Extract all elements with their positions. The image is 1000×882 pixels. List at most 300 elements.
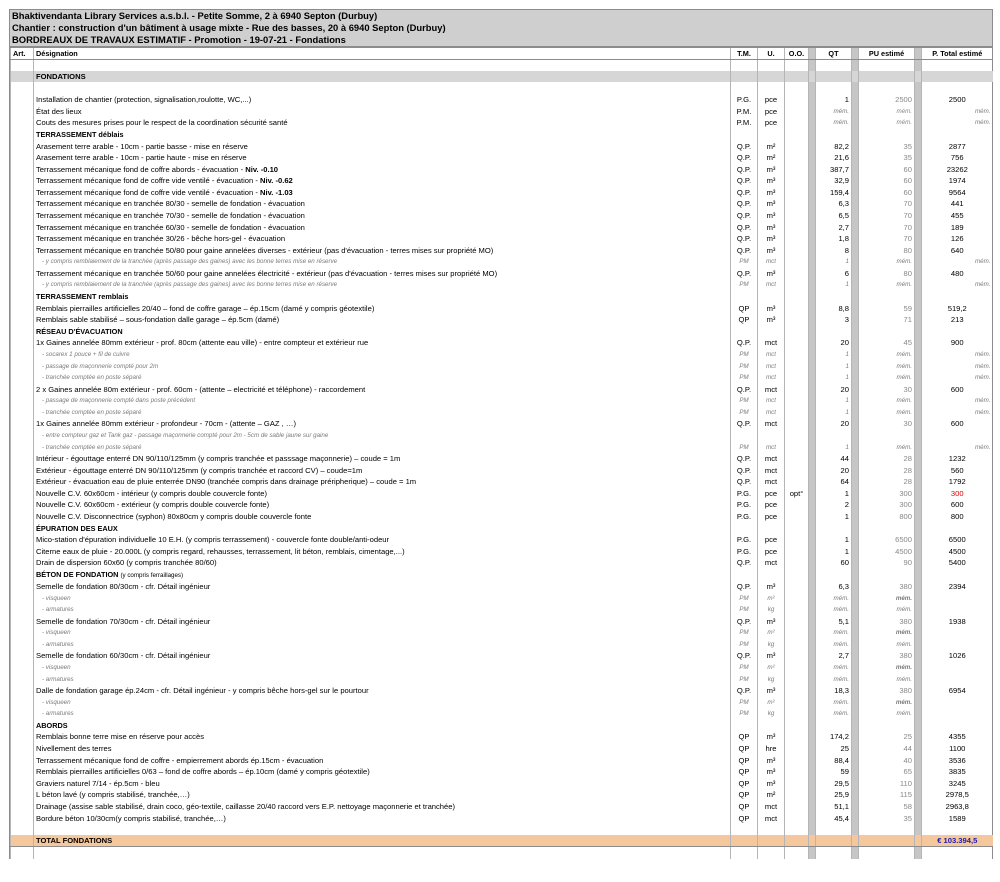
column-separator bbox=[915, 268, 922, 280]
pu-cell: 60 bbox=[859, 175, 915, 187]
column-separator bbox=[809, 488, 816, 500]
column-separator bbox=[915, 117, 922, 129]
oo-cell bbox=[785, 499, 809, 511]
oo-cell bbox=[785, 256, 809, 268]
oo-cell bbox=[785, 395, 809, 407]
column-separator bbox=[809, 106, 816, 118]
oo-cell bbox=[785, 777, 809, 789]
tm-cell: P.G. bbox=[731, 546, 758, 558]
u-cell: m³ bbox=[758, 210, 785, 222]
tm-cell: PM bbox=[731, 696, 758, 708]
tm-cell: QP bbox=[731, 754, 758, 766]
col-u: U. bbox=[758, 47, 785, 59]
tm-cell bbox=[731, 59, 758, 71]
column-separator bbox=[809, 268, 816, 280]
ptotal-cell: 4355 bbox=[922, 731, 993, 743]
qt-cell: 59 bbox=[816, 766, 852, 778]
column-separator bbox=[852, 662, 859, 674]
art-cell bbox=[11, 522, 34, 534]
tm-cell: PM bbox=[731, 256, 758, 268]
tm-cell: Q.P. bbox=[731, 198, 758, 210]
column-separator bbox=[852, 395, 859, 407]
u-cell: mct bbox=[758, 476, 785, 488]
note-row bbox=[11, 627, 993, 639]
tm-cell bbox=[731, 430, 758, 442]
art-cell bbox=[11, 708, 34, 720]
u-cell: m³ bbox=[758, 766, 785, 778]
column-separator bbox=[809, 256, 816, 268]
designation-cell: Terrassement mécanique en tranchée 30/26 - bêche hors-gel - évacuation bbox=[34, 233, 731, 245]
col-oo: O.O. bbox=[785, 47, 809, 59]
pu-cell: mém. bbox=[859, 117, 915, 129]
pu-cell: 70 bbox=[859, 198, 915, 210]
qt-cell: 1 bbox=[816, 534, 852, 546]
tm-cell: Q.P. bbox=[731, 685, 758, 697]
tm-cell: Q.P. bbox=[731, 650, 758, 662]
art-cell bbox=[11, 604, 34, 616]
ptotal-cell bbox=[922, 720, 993, 732]
column-separator bbox=[915, 650, 922, 662]
designation-cell: Remblais sable stabilisé – sous-fondation dalle garage – ép.5cm (damé) bbox=[34, 314, 731, 326]
u-cell: m³ bbox=[758, 731, 785, 743]
art-cell bbox=[11, 314, 34, 326]
oo-cell bbox=[785, 720, 809, 732]
column-separator bbox=[809, 71, 816, 83]
level-value: Niv. -0.62 bbox=[260, 176, 293, 186]
oo-cell bbox=[785, 163, 809, 175]
oo-cell bbox=[785, 615, 809, 627]
column-separator bbox=[915, 360, 922, 372]
tm-cell: QP bbox=[731, 789, 758, 801]
line-item-row bbox=[11, 268, 993, 280]
u-cell: m³ bbox=[758, 268, 785, 280]
tm-cell: Q.P. bbox=[731, 337, 758, 349]
qt-cell: 1 bbox=[816, 395, 852, 407]
pu-cell: 65 bbox=[859, 766, 915, 778]
ptotal-cell: 2978,5 bbox=[922, 789, 993, 801]
u-cell bbox=[758, 824, 785, 836]
column-separator bbox=[915, 639, 922, 651]
note-row bbox=[11, 407, 993, 419]
qt-cell: 1 bbox=[816, 256, 852, 268]
oo-cell bbox=[785, 117, 809, 129]
line-item-row bbox=[11, 557, 993, 569]
ptotal-cell bbox=[922, 604, 993, 616]
column-separator bbox=[915, 233, 922, 245]
column-separator bbox=[852, 754, 859, 766]
pu-cell: 70 bbox=[859, 210, 915, 222]
oo-cell bbox=[785, 453, 809, 465]
column-separator bbox=[852, 685, 859, 697]
column-separator bbox=[915, 662, 922, 674]
tm-cell: Q.P. bbox=[731, 140, 758, 152]
art-cell bbox=[11, 453, 34, 465]
designation-cell: Semelle de fondation 60/30cm - cfr. Détail ingénieur bbox=[34, 650, 731, 662]
column-separator bbox=[852, 673, 859, 685]
column-separator bbox=[915, 743, 922, 755]
ptotal-cell: mém. bbox=[922, 256, 993, 268]
oo-cell bbox=[785, 233, 809, 245]
qt-cell: mém. bbox=[816, 117, 852, 129]
pu-cell bbox=[859, 720, 915, 732]
ptotal-cell: 1232 bbox=[922, 453, 993, 465]
qt-cell: mém. bbox=[816, 639, 852, 651]
pu-cell: mém. bbox=[859, 639, 915, 651]
qt-cell bbox=[816, 129, 852, 141]
column-separator bbox=[852, 731, 859, 743]
art-cell bbox=[11, 488, 34, 500]
u-cell: mct bbox=[758, 453, 785, 465]
pu-cell: 380 bbox=[859, 685, 915, 697]
column-separator bbox=[852, 453, 859, 465]
qt-cell: 159,4 bbox=[816, 187, 852, 199]
pu-cell: 2500 bbox=[859, 94, 915, 106]
pu-cell: 58 bbox=[859, 801, 915, 813]
ptotal-cell: mém. bbox=[922, 106, 993, 118]
column-separator bbox=[852, 696, 859, 708]
column-separator bbox=[809, 163, 816, 175]
column-separator bbox=[809, 847, 816, 859]
col-pu: PU estimé bbox=[859, 47, 915, 59]
pu-cell bbox=[859, 569, 915, 581]
spacer-row bbox=[11, 824, 993, 836]
pu-cell bbox=[859, 835, 915, 847]
pu-cell: 25 bbox=[859, 731, 915, 743]
art-cell bbox=[11, 106, 34, 118]
note-row bbox=[11, 592, 993, 604]
note-row bbox=[11, 360, 993, 372]
column-separator bbox=[852, 847, 859, 859]
u-cell: m³ bbox=[758, 685, 785, 697]
column-separator bbox=[915, 372, 922, 384]
column-separator bbox=[852, 360, 859, 372]
designation-cell: ABORDS bbox=[34, 720, 731, 732]
pu-cell: 80 bbox=[859, 268, 915, 280]
note-row bbox=[11, 673, 993, 685]
art-cell bbox=[11, 581, 34, 593]
column-separator bbox=[809, 731, 816, 743]
pu-cell: 59 bbox=[859, 302, 915, 314]
oo-cell bbox=[785, 511, 809, 523]
oo-cell bbox=[785, 546, 809, 558]
qt-cell bbox=[816, 326, 852, 338]
pu-cell bbox=[859, 847, 915, 859]
column-separator bbox=[915, 708, 922, 720]
note-row bbox=[11, 662, 993, 674]
column-separator bbox=[852, 337, 859, 349]
column-separator bbox=[852, 198, 859, 210]
qt-cell: mém. bbox=[816, 696, 852, 708]
column-separator bbox=[809, 140, 816, 152]
oo-cell bbox=[785, 847, 809, 859]
column-separator bbox=[852, 244, 859, 256]
column-separator bbox=[809, 383, 816, 395]
art-cell bbox=[11, 476, 34, 488]
u-cell: mct bbox=[758, 418, 785, 430]
column-separator bbox=[915, 801, 922, 813]
column-separator bbox=[852, 372, 859, 384]
oo-cell bbox=[785, 627, 809, 639]
column-separator bbox=[852, 418, 859, 430]
oo-cell bbox=[785, 418, 809, 430]
ptotal-cell: mém. bbox=[922, 349, 993, 361]
oo-cell bbox=[785, 94, 809, 106]
art-cell bbox=[11, 221, 34, 233]
column-separator bbox=[915, 696, 922, 708]
oo-cell bbox=[785, 337, 809, 349]
oo-cell bbox=[785, 604, 809, 616]
designation-cell: - visqueen bbox=[34, 662, 731, 674]
column-separator bbox=[809, 407, 816, 419]
qt-cell: 6,3 bbox=[816, 581, 852, 593]
pu-cell: 70 bbox=[859, 233, 915, 245]
line-item-row bbox=[11, 383, 993, 395]
ptotal-cell: 126 bbox=[922, 233, 993, 245]
pu-cell: mém. bbox=[859, 708, 915, 720]
oo-cell bbox=[785, 349, 809, 361]
u-cell: mct bbox=[758, 441, 785, 453]
subsection-row bbox=[11, 522, 993, 534]
oo-cell bbox=[785, 291, 809, 303]
column-separator bbox=[915, 326, 922, 338]
u-cell: m³ bbox=[758, 777, 785, 789]
ptotal-cell bbox=[922, 592, 993, 604]
art-cell bbox=[11, 175, 34, 187]
oo-cell bbox=[785, 140, 809, 152]
u-cell: kg bbox=[758, 673, 785, 685]
pu-cell: 28 bbox=[859, 464, 915, 476]
column-separator bbox=[852, 210, 859, 222]
ptotal-cell: 640 bbox=[922, 244, 993, 256]
art-cell bbox=[11, 534, 34, 546]
column-separator bbox=[852, 639, 859, 651]
ptotal-cell bbox=[922, 82, 993, 94]
tm-cell: PM bbox=[731, 349, 758, 361]
line-item-row bbox=[11, 650, 993, 662]
qt-cell: 29,5 bbox=[816, 777, 852, 789]
column-separator bbox=[852, 581, 859, 593]
ptotal-cell: 3536 bbox=[922, 754, 993, 766]
designation-cell: Drain de dispersion 60x60 (y compris tranchée 80/60) bbox=[34, 557, 731, 569]
designation-cell: Nouvelle C.V. Disconnectrice (syphon) 80x80cm y compris double couvercle fonte bbox=[34, 511, 731, 523]
tm-cell: Q.P. bbox=[731, 233, 758, 245]
column-separator bbox=[809, 47, 816, 59]
column-separator bbox=[915, 453, 922, 465]
tm-cell: P.M. bbox=[731, 117, 758, 129]
level-value: Niv. -1.03 bbox=[260, 187, 293, 197]
subsection-row bbox=[11, 129, 993, 141]
u-cell: m³ bbox=[758, 650, 785, 662]
oo-cell bbox=[785, 407, 809, 419]
tm-cell: Q.P. bbox=[731, 175, 758, 187]
column-separator bbox=[852, 326, 859, 338]
column-separator bbox=[852, 106, 859, 118]
column-separator bbox=[915, 395, 922, 407]
pu-cell: mém. bbox=[859, 407, 915, 419]
column-separator bbox=[809, 720, 816, 732]
note-row bbox=[11, 696, 993, 708]
ptotal-cell: 6954 bbox=[922, 685, 993, 697]
pu-cell bbox=[859, 326, 915, 338]
oo-cell bbox=[785, 673, 809, 685]
ptotal-cell bbox=[922, 639, 993, 651]
qt-cell: 1 bbox=[816, 546, 852, 558]
art-cell bbox=[11, 349, 34, 361]
pu-cell bbox=[859, 291, 915, 303]
u-cell: mct bbox=[758, 372, 785, 384]
oo-cell bbox=[785, 152, 809, 164]
note-row bbox=[11, 430, 993, 442]
u-cell: m² bbox=[758, 152, 785, 164]
art-cell bbox=[11, 557, 34, 569]
u-cell: mct bbox=[758, 383, 785, 395]
column-separator bbox=[915, 464, 922, 476]
u-cell bbox=[758, 59, 785, 71]
art-cell bbox=[11, 511, 34, 523]
column-separator bbox=[852, 766, 859, 778]
ptotal-cell bbox=[922, 522, 993, 534]
ptotal-cell: 600 bbox=[922, 499, 993, 511]
column-separator bbox=[809, 187, 816, 199]
u-cell: pce bbox=[758, 488, 785, 500]
qt-cell: 2 bbox=[816, 499, 852, 511]
art-cell bbox=[11, 615, 34, 627]
u-cell: pce bbox=[758, 511, 785, 523]
oo-cell bbox=[785, 731, 809, 743]
ptotal-cell: 2877 bbox=[922, 140, 993, 152]
tm-cell bbox=[731, 71, 758, 83]
ptotal-cell: mém. bbox=[922, 360, 993, 372]
column-separator bbox=[915, 720, 922, 732]
column-separator bbox=[809, 557, 816, 569]
column-separator bbox=[809, 789, 816, 801]
column-separator bbox=[852, 522, 859, 534]
column-separator bbox=[809, 233, 816, 245]
line-item-row bbox=[11, 766, 993, 778]
qt-cell: 1 bbox=[816, 94, 852, 106]
oo-cell bbox=[785, 581, 809, 593]
u-cell: pce bbox=[758, 106, 785, 118]
tm-cell: Q.P. bbox=[731, 163, 758, 175]
note-row bbox=[11, 279, 993, 291]
line-item-row bbox=[11, 581, 993, 593]
tm-cell bbox=[731, 291, 758, 303]
designation-cell: - tranchée comptée en poste séparé bbox=[34, 372, 731, 384]
art-cell bbox=[11, 383, 34, 395]
column-separator bbox=[915, 627, 922, 639]
oo-cell bbox=[785, 71, 809, 83]
designation-cell: - passage de maçonnerie compté dans poste précédent bbox=[34, 395, 731, 407]
column-separator bbox=[915, 59, 922, 71]
line-item-row bbox=[11, 233, 993, 245]
pu-cell: 380 bbox=[859, 581, 915, 593]
ptotal-cell: 300 bbox=[922, 488, 993, 500]
art-cell bbox=[11, 685, 34, 697]
column-separator bbox=[809, 662, 816, 674]
oo-cell bbox=[785, 522, 809, 534]
tm-cell: P.G. bbox=[731, 534, 758, 546]
designation-cell: Remblais bonne terre mise en réserve pour accès bbox=[34, 731, 731, 743]
ptotal-cell: 1589 bbox=[922, 812, 993, 824]
designation-cell: - armatures bbox=[34, 604, 731, 616]
art-cell bbox=[11, 650, 34, 662]
tm-cell: PM bbox=[731, 639, 758, 651]
pu-cell: 4500 bbox=[859, 546, 915, 558]
tm-cell: PM bbox=[731, 441, 758, 453]
qt-cell: mém. bbox=[816, 662, 852, 674]
column-separator bbox=[915, 557, 922, 569]
column-separator bbox=[809, 302, 816, 314]
column-separator bbox=[852, 824, 859, 836]
column-separator bbox=[852, 71, 859, 83]
ptotal-cell: mém. bbox=[922, 117, 993, 129]
section-row bbox=[11, 71, 993, 83]
art-cell bbox=[11, 824, 34, 836]
line-item-row bbox=[11, 187, 993, 199]
pu-cell: mém. bbox=[859, 662, 915, 674]
qt-cell bbox=[816, 291, 852, 303]
column-separator bbox=[809, 835, 816, 847]
column-separator bbox=[915, 291, 922, 303]
column-separator bbox=[809, 522, 816, 534]
line-item-row bbox=[11, 534, 993, 546]
column-separator bbox=[852, 314, 859, 326]
column-separator bbox=[852, 743, 859, 755]
line-item-row bbox=[11, 754, 993, 766]
column-separator bbox=[852, 291, 859, 303]
oo-cell bbox=[785, 221, 809, 233]
pu-cell: mém. bbox=[859, 360, 915, 372]
art-cell bbox=[11, 244, 34, 256]
oo-cell bbox=[785, 441, 809, 453]
u-cell: kg bbox=[758, 708, 785, 720]
column-separator bbox=[809, 546, 816, 558]
column-separator bbox=[809, 743, 816, 755]
u-cell: kg bbox=[758, 639, 785, 651]
column-separator bbox=[852, 94, 859, 106]
ptotal-cell bbox=[922, 662, 993, 674]
column-separator bbox=[809, 476, 816, 488]
column-separator bbox=[809, 94, 816, 106]
qt-cell bbox=[816, 430, 852, 442]
column-separator bbox=[852, 175, 859, 187]
designation-cell: - armatures bbox=[34, 639, 731, 651]
ptotal-cell: mém. bbox=[922, 372, 993, 384]
u-cell bbox=[758, 847, 785, 859]
tm-cell: Q.P. bbox=[731, 152, 758, 164]
pu-cell: 110 bbox=[859, 777, 915, 789]
pu-cell: 35 bbox=[859, 140, 915, 152]
section-title: FONDATIONS bbox=[34, 71, 731, 83]
pu-cell: mém. bbox=[859, 696, 915, 708]
ptotal-cell: 800 bbox=[922, 511, 993, 523]
column-separator bbox=[852, 488, 859, 500]
qt-cell: 64 bbox=[816, 476, 852, 488]
art-cell bbox=[11, 233, 34, 245]
pu-cell: mém. bbox=[859, 441, 915, 453]
ptotal-cell bbox=[922, 627, 993, 639]
tm-cell: Q.P. bbox=[731, 383, 758, 395]
pu-cell: 300 bbox=[859, 488, 915, 500]
column-separator bbox=[809, 279, 816, 291]
pu-cell: 44 bbox=[859, 743, 915, 755]
oo-cell bbox=[785, 279, 809, 291]
u-cell bbox=[758, 71, 785, 83]
u-cell: m³ bbox=[758, 233, 785, 245]
column-separator bbox=[915, 673, 922, 685]
oo-cell bbox=[785, 662, 809, 674]
column-separator bbox=[915, 302, 922, 314]
